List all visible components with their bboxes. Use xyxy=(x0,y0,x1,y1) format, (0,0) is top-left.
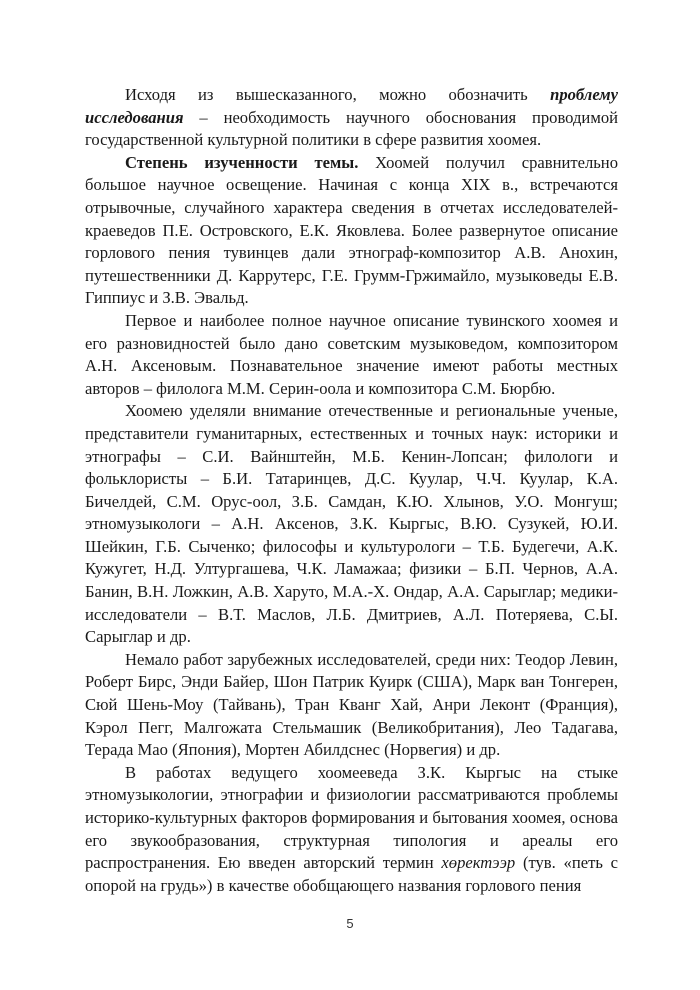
paragraph-domestic-scholars xyxy=(85,400,618,649)
paragraph-first-description xyxy=(85,310,618,400)
page-number: 5 xyxy=(346,916,354,931)
text-run: Исходя из вышесказанного, можно обозначить xyxy=(125,85,551,104)
emphasis-research-problem: проблему исследования xyxy=(85,85,618,127)
section-heading-degree-of-study: Степень изученности темы. xyxy=(125,152,359,172)
text-run: Хоомею уделяли внимание отечественные и региональные ученые, представители гуманитарных, естественных и точных наук: историки и этнографы – С.И. Вайнштейн, М.Б. Кенин-Лопсан; филологи и фольклористы – Б.И. Татаринцев, Д.С. Куулар, Ч.Ч. Куулар, К.А. Бичелдей, С.М. Орус-оол, З.Б. Самдан, К.Ю. Хлынов, У.О. Монгуш; этномузыкологи – А.Н. Аксенов, З.К. Кыргыс, В.Ю. Сузукей, Ю.И. Шейкин, Г.Б. Сыченко; философы и культурологи – Т.Б. Будегечи, А.К. Кужугет, Н.Д. Ултургашева, Ч.К. Ламажаа; физики – Б.П. Чернов, А.А. Банин, В.Н. Ложкин, А.В. Харуто, М.А.-Х. Ондар, А.А. Сарыглар; медики-исследователи – В.Т. Маслов, Л.Б. Дмитриев, А.Л. Потеряева, С.Ы. Сарыглар и др. xyxy=(85,401,618,647)
paragraph-research-problem xyxy=(85,84,618,152)
text-run: (тув. «петь с опорой на грудь») в качестве обобщающего названия горлового пения xyxy=(85,853,619,895)
paragraph-kyrgys-works xyxy=(85,762,618,898)
text-run: Хоомей получил сравнительно большое научное освещение. Начиная с конца XIX в., встречаются отрывочные, случайного характера сведения в отчетах исследователей-краеведов П.Е. Островского, Е.К. Яковлева. Более развернутое описание горлового пения тувинцев дали этнограф-композитор А.В. Анохин, путешественники Д. Каррутерс, Г.Е. Грумм-Гржимайло, музыковеды Е.В. Гиппиус и З.В. Эвальд. xyxy=(85,152,618,308)
text-run: В работах ведущего хоомееведа З.К. Кыргыс на стыке этномузыкологии, этнографии и физиологии рассматриваются проблемы историко-культурных факторов формирования и бытования хоомея, основа его звукообразования, структурная типология и ареалы его распространения. Ею введен авторский термин xyxy=(85,762,618,873)
text-run: – необходимость научного обоснования проводимой государственной культурной политики в сфере развития хоомея. xyxy=(85,107,618,150)
document-page-body xyxy=(85,84,618,897)
text-run: Первое и наиболее полное научное описание тувинского хоомея и его разновидностей было дано советским музыковедом, композитором А.Н. Аксеновым. Познавательное значение имеют работы местных авторов – филолога М.М. Серин-оола и композитора С.М. Бюрбю. xyxy=(85,310,618,398)
paragraph-foreign-scholars xyxy=(85,649,618,762)
paragraph-degree-of-study xyxy=(85,152,618,310)
text-run: Немало работ зарубежных исследователей, среди них: Теодор Левин, Роберт Бирс, Энди Байер, Шон Патрик Куирк (США), Марк ван Тонгерен, Сюй Шень-Моу (Тайвань), Тран Кванг Хай, Анри Леконт (Франция), Кэрол Пегг, Малгожата Стельмашик (Великобритания), Лео Тадагава, Терада Мао (Япония), Мортен Абилдснес (Норвегия) и др. xyxy=(85,649,618,760)
emphasis-term: хөректээр xyxy=(441,853,516,873)
